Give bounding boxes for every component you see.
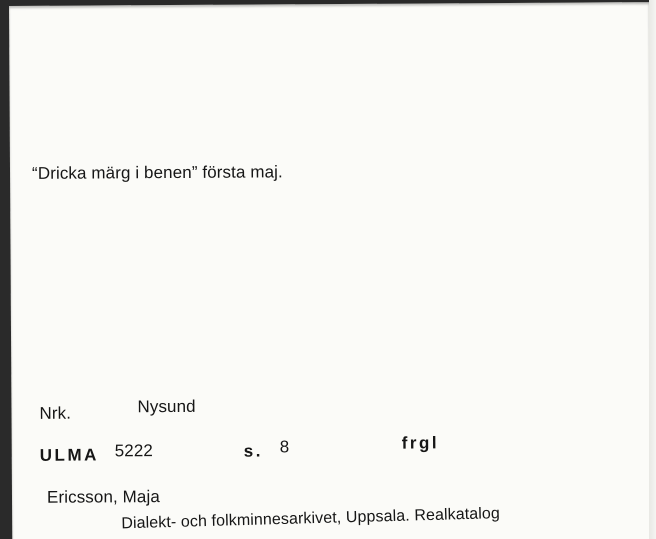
archive-code: ULMA [39, 445, 99, 465]
nrk-label: Nrk. [39, 403, 72, 423]
card-right-edge [649, 0, 656, 539]
page-number: 8 [279, 437, 290, 457]
place-name: Nysund [137, 396, 196, 417]
category-code: frgl [401, 433, 440, 453]
informant-name: Ericsson, Maja [46, 487, 160, 507]
archive-footer: Dialekt- och folkminnesarkivet, Uppsala. Realkatalog [121, 505, 501, 533]
card-content-text: “Dricka märg i benen” första maj. [31, 162, 283, 183]
archive-number: 5222 [114, 441, 153, 461]
page-label: s. [243, 441, 263, 461]
archive-index-card [9, 2, 652, 539]
